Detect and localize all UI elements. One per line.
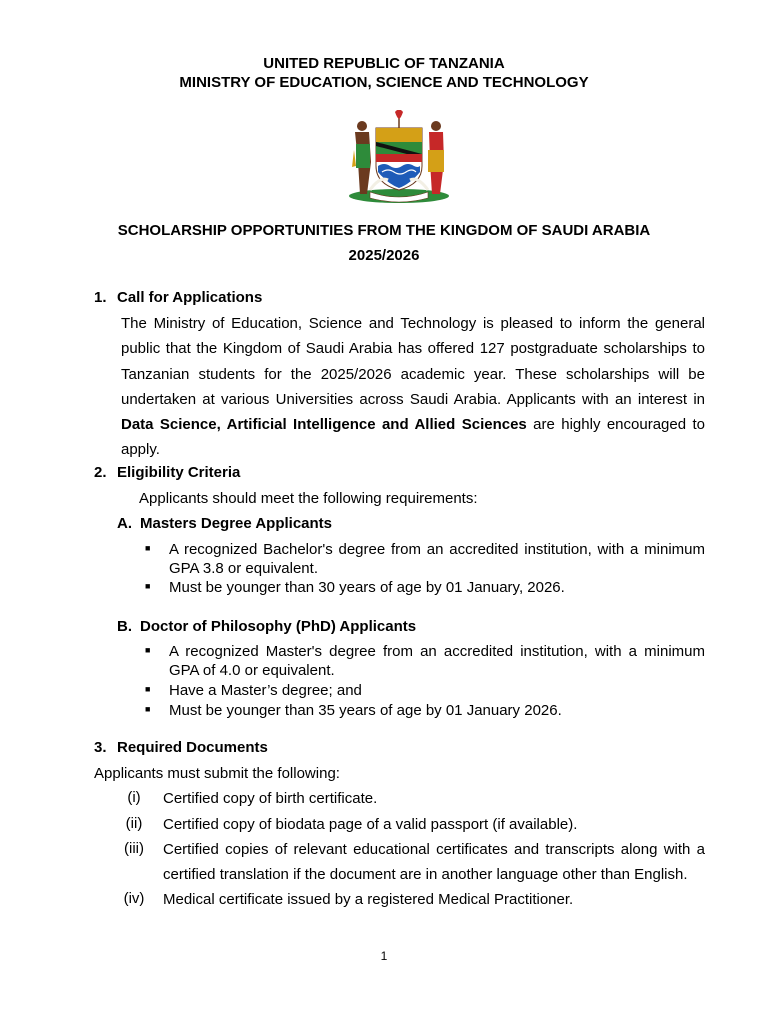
- phd-requirement-2: Have a Master’s degree; and: [169, 682, 362, 699]
- section-1-heading: Call for Applications: [117, 289, 263, 306]
- bullet-icon: ■: [145, 645, 151, 655]
- subsection-b-label: B.: [117, 618, 132, 635]
- section-1-number: 1.: [94, 289, 107, 306]
- document-item-number: (iv): [123, 890, 145, 907]
- masters-requirement-2: Must be younger than 30 years of age by 01 January, 2026.: [169, 579, 565, 596]
- masters-requirement-1: A recognized Bachelor's degree from an accredited institution, with a minimum GPA 3.8 or equivalent.: [169, 541, 705, 577]
- bullet-icon: ■: [145, 543, 151, 553]
- document-title: SCHOLARSHIP OPPORTUNITIES FROM THE KINGDOM OF SAUDI ARABIA: [117, 222, 651, 239]
- bullet-icon: ■: [145, 581, 151, 591]
- subsection-a-label: A.: [117, 515, 132, 532]
- section-2-heading: Eligibility Criteria: [117, 464, 241, 481]
- phd-requirement-3: Must be younger than 35 years of age by 01 January 2026.: [169, 702, 562, 719]
- page-number: 1: [380, 949, 388, 963]
- bullet-icon: ■: [145, 684, 151, 694]
- document-item-number: (ii): [125, 815, 143, 832]
- document-item-text: Certified copy of biodata page of a valid passport (if available).: [163, 816, 578, 833]
- document-item-text: Certified copies of relevant educational certificates and transcripts along with a certified translation if the document are in another language other than English.: [163, 841, 705, 883]
- section-1-text: The Ministry of Education, Science and Technology is pleased to inform the general public that the Kingdom of Saudi Arabia has offered 127 postgraduate scholarships to Tanzanian students for the 2025/2026 academic year. These scholarships will be undertaken at various Universities across Saudi Arabia. Applicants with an interest in: [121, 315, 705, 408]
- document-item-text: Certified copy of birth certificate.: [163, 790, 378, 807]
- document-item-text: Medical certificate issued by a registered Medical Practitioner.: [163, 891, 574, 908]
- coat-of-arms-icon: [340, 110, 458, 204]
- section-1-text-end: are highly encouraged to apply.: [121, 416, 705, 459]
- section-3-intro: Applicants must submit the following:: [94, 765, 340, 782]
- bullet-icon: ■: [145, 704, 151, 714]
- document-item-number: (i): [127, 789, 141, 806]
- section-2-number: 2.: [94, 464, 107, 481]
- section-1-bold-text: Data Science, Artificial Intelligence and Allied Sciences: [121, 416, 527, 434]
- section-1-paragraph: [121, 311, 705, 463]
- header-ministry: MINISTRY OF EDUCATION, SCIENCE AND TECHNOLOGY: [179, 74, 589, 91]
- subsection-b-heading: Doctor of Philosophy (PhD) Applicants: [140, 618, 417, 635]
- section-3-number: 3.: [94, 739, 107, 756]
- phd-requirement-1: A recognized Master's degree from an accredited institution, with a minimum GPA of 4.0 or equivalent.: [169, 643, 705, 679]
- section-2-intro: Applicants should meet the following requirements:: [139, 490, 478, 507]
- section-3-heading: Required Documents: [117, 739, 268, 756]
- header-country: UNITED REPUBLIC OF TANZANIA: [263, 55, 505, 72]
- document-item-number: (iii): [124, 840, 144, 857]
- subsection-a-heading: Masters Degree Applicants: [140, 515, 333, 532]
- document-year: 2025/2026: [348, 247, 420, 264]
